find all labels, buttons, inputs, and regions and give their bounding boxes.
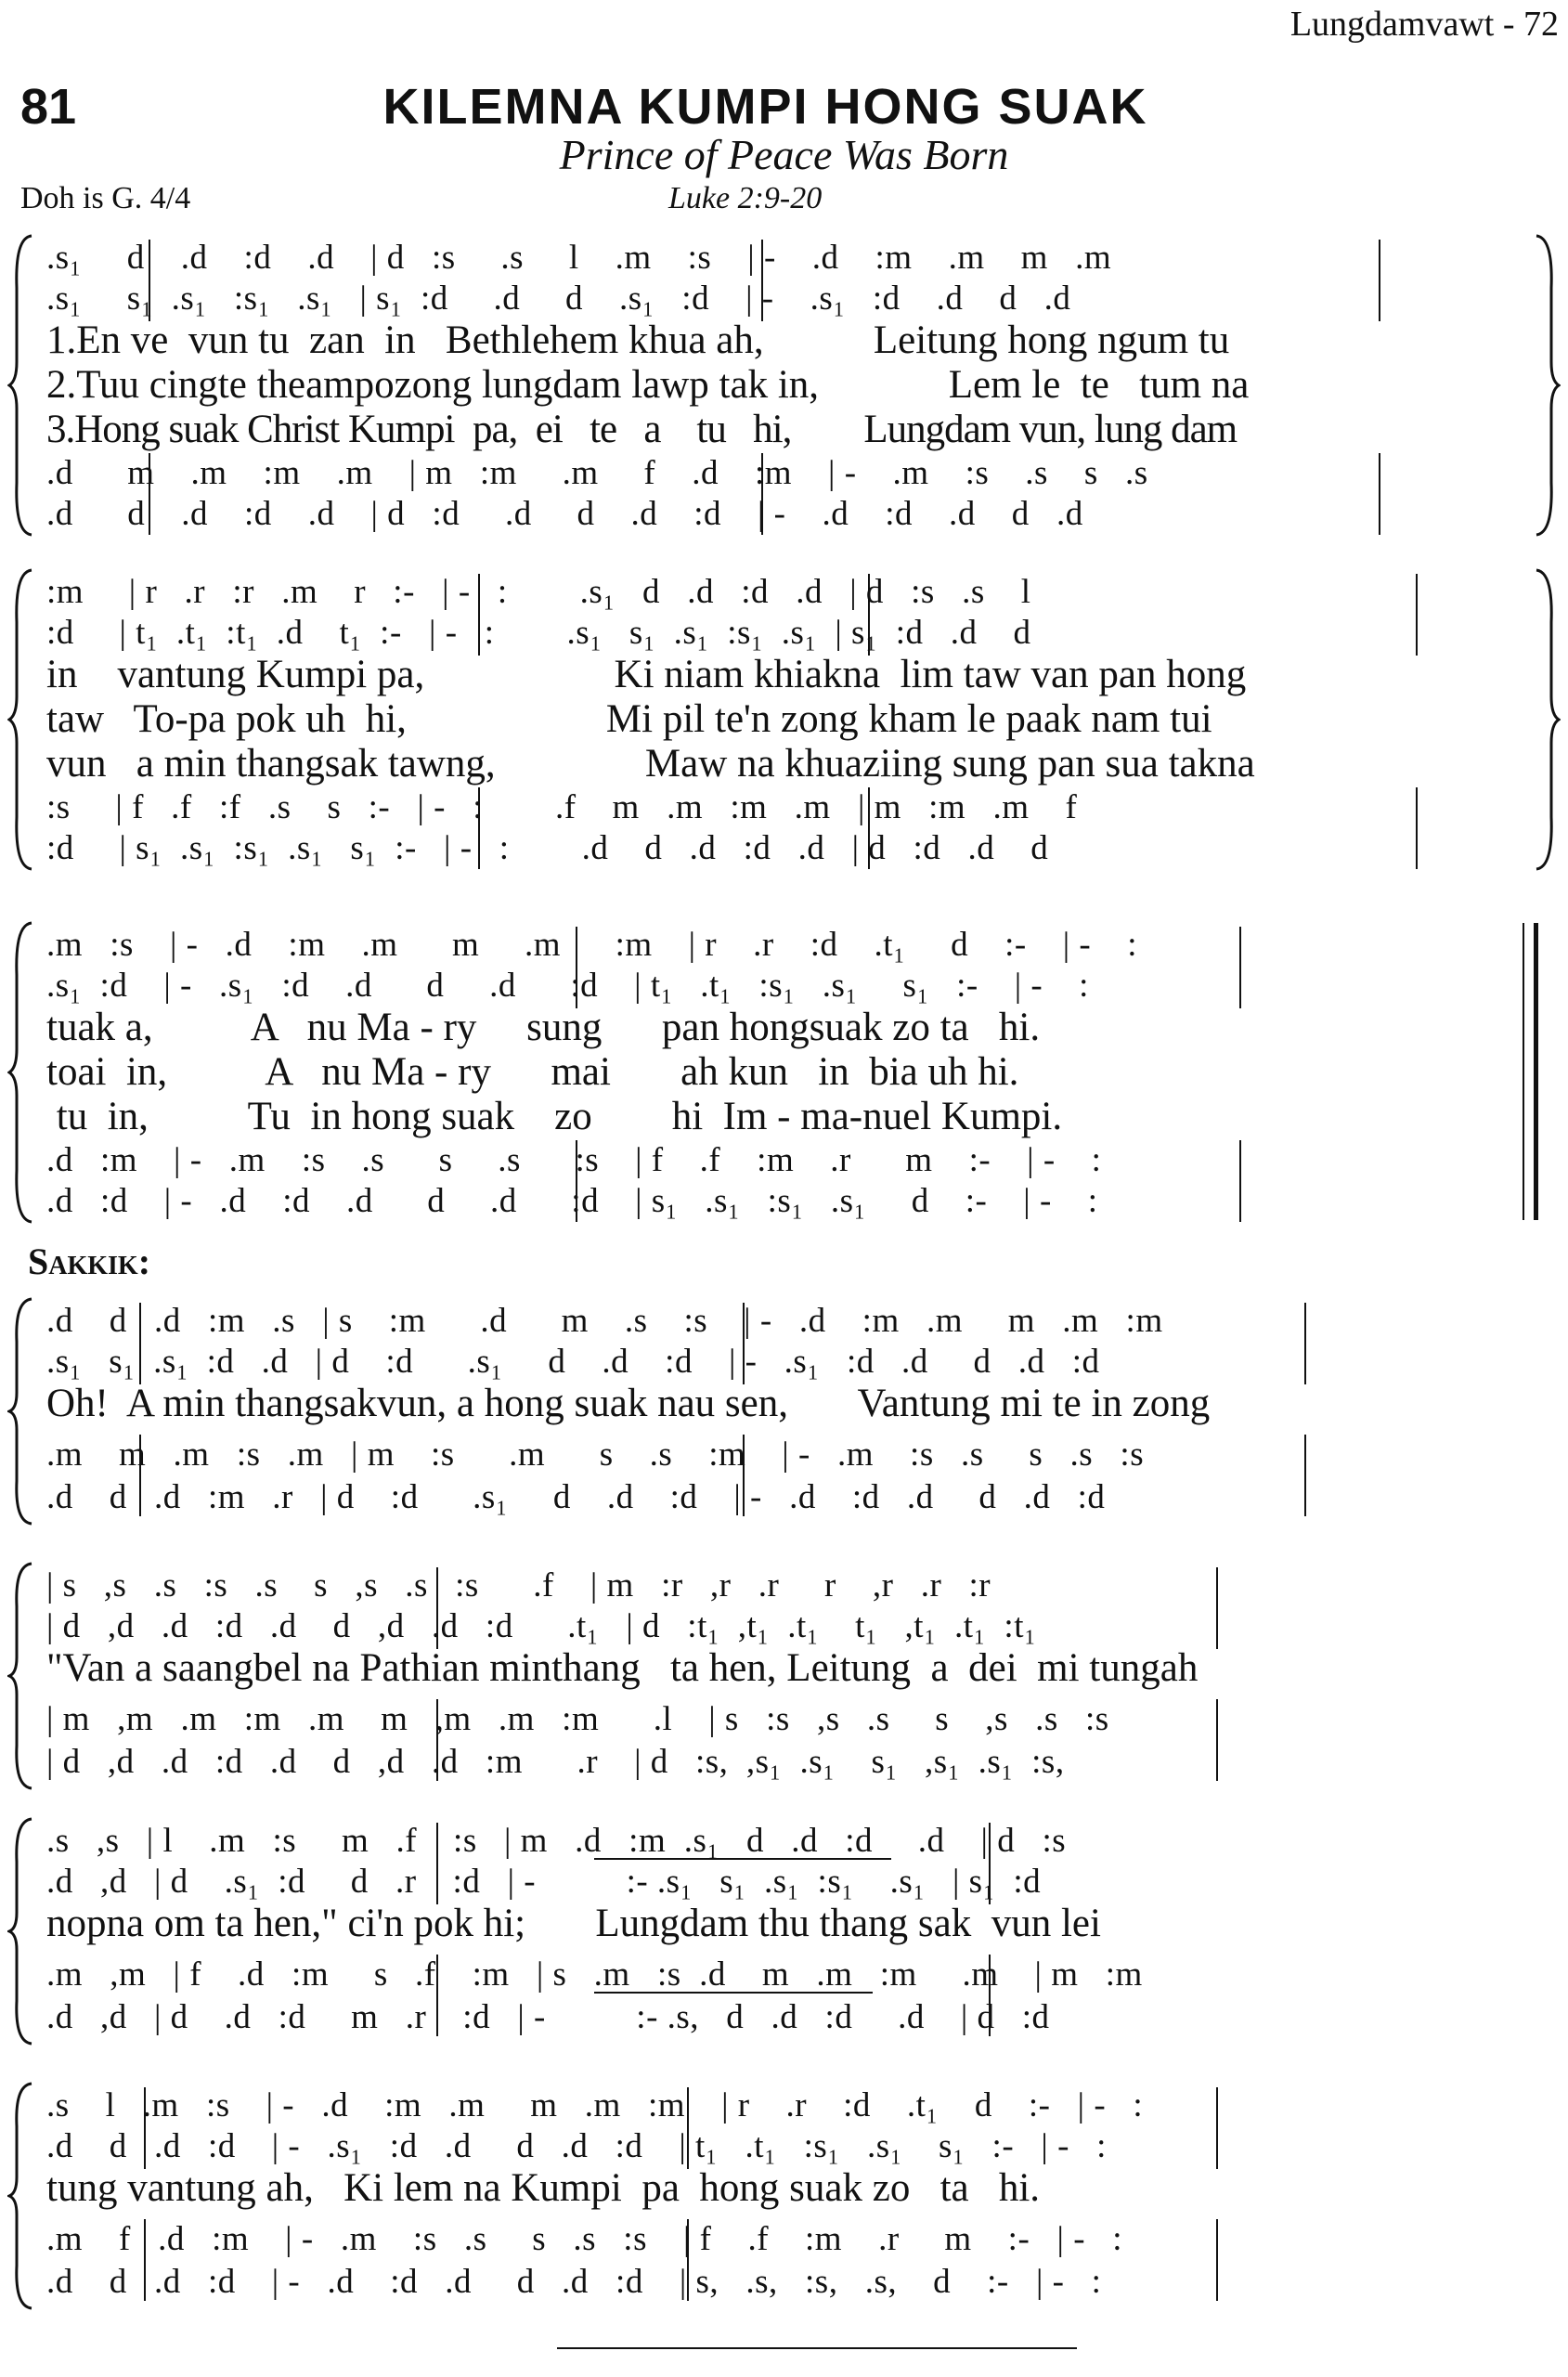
soprano-line: | s ,s .s :s .s s ,s .s :s .f | m :r ,r .r r ,r .r :r bbox=[46, 1566, 991, 1604]
hymn-title bbox=[0, 78, 1568, 136]
barline bbox=[436, 1823, 438, 1904]
verse-system-2 bbox=[0, 566, 1568, 873]
chorus-system-1 bbox=[0, 1295, 1568, 1527]
left-brace-icon bbox=[7, 2080, 35, 2312]
verse-3-lyric: vun a min thangsak tawng, Maw na khuaziing sung pan sua takna bbox=[46, 742, 1255, 786]
soprano-line: .s ,s | l .m :s m .f :s | m .d :m .s₁ d .d :d .d | d :s bbox=[46, 1822, 1067, 1860]
barline bbox=[687, 2219, 689, 2301]
barline bbox=[687, 2087, 689, 2169]
right-brace-icon bbox=[1533, 232, 1561, 539]
tenor-line: .m m .m :s .m | m :s .m s .s :m | - .m :s .s s .s :s bbox=[46, 1435, 1145, 1474]
bass-line: .d :d | - .d :d .d d .d :d | s₁ .s₁ :s₁ .s₁ d :- | - : bbox=[46, 1182, 1098, 1220]
barline bbox=[576, 927, 577, 1008]
barline bbox=[1304, 1303, 1306, 1384]
barline bbox=[576, 1140, 577, 1222]
chorus-system-4 bbox=[0, 2080, 1568, 2312]
barline bbox=[436, 1955, 438, 2036]
barline bbox=[989, 1955, 991, 2036]
barline bbox=[743, 1435, 745, 1516]
barline bbox=[1379, 453, 1380, 535]
chorus-system-3 bbox=[0, 1815, 1568, 2047]
verse-3-lyric: tu in, Tu in hong suak zo hi Im - ma-nuel Kumpi. bbox=[46, 1095, 1063, 1138]
barline bbox=[436, 1567, 438, 1649]
tenor-line: :s | f .f :f .s s :- | - : .f m .m :m .m | m :m .m f bbox=[46, 788, 1078, 826]
barline bbox=[478, 574, 480, 656]
key-signature: Doh is G. 4/4 bbox=[20, 181, 191, 215]
tenor-line: | m ,m .m :m .m m ,m .m :m .l | s :s ,s .s s ,s .s :s bbox=[46, 1700, 1109, 1738]
barline bbox=[1304, 1435, 1306, 1516]
chorus-lyric: tung vantung ah, Ki lem na Kumpi pa hong suak zo ta hi. bbox=[46, 2166, 1041, 2210]
tenor-line: .m f .d :m | - .m :s .s s .s :s | f .f :m .r m :- | - : bbox=[46, 2220, 1123, 2258]
tie-line bbox=[594, 1992, 873, 1994]
alto-line: .d d .d :d | - .s₁ :d .d d .d :d | t₁ .t₁ :s₁ .s₁ s₁ :- | - : bbox=[46, 2127, 1107, 2165]
bass-line: .d ,d | d .d :d m .r :d | - :- .s, d .d :d .d | d :d bbox=[46, 1998, 1050, 2036]
right-brace-icon bbox=[1533, 566, 1561, 873]
verse-2-lyric: taw To-pa pok uh hi, Mi pil te'n zong kham le paak nam tui bbox=[46, 697, 1212, 741]
chorus-lyric: "Van a saangbel na Pathian minthang ta hen, Leitung a dei mi tungah bbox=[46, 1646, 1199, 1690]
hymn-subtitle: Prince of Peace Was Born bbox=[559, 131, 1009, 178]
verse-2-lyric: toai in, A nu Ma - ry mai ah kun in bia uh hi. bbox=[46, 1050, 1019, 1094]
book-page-label: Lungdamvawt - 72 bbox=[1289, 5, 1559, 44]
verse-1-lyric: tuak a, A nu Ma - ry sung pan hongsuak zo ta hi. bbox=[46, 1006, 1041, 1049]
alto-line: .s₁ s₁ .s₁ :d .d | d :d .s₁ d .d :d | - .s₁ :d .d d .d :d bbox=[46, 1343, 1100, 1381]
barline bbox=[144, 2219, 146, 2301]
barline bbox=[868, 574, 870, 656]
left-brace-icon bbox=[7, 1295, 35, 1527]
barline bbox=[743, 1303, 745, 1384]
bass-line: | d ,d .d :d .d d ,d .d :m .r | d :s, ,s₁ .s₁ s₁ ,s₁ .s₁ :s, bbox=[46, 1743, 1065, 1781]
barline bbox=[1216, 2087, 1218, 2169]
final-barline bbox=[1523, 923, 1524, 1220]
left-brace-icon bbox=[7, 232, 35, 539]
soprano-line: .d d .d :m .s | s :m .d m .s :s | - .d :m .m m .m :m bbox=[46, 1302, 1163, 1340]
bass-line: .d d .d :m .r | d :d .s₁ d .d :d | - .d :d .d d .d :d bbox=[46, 1478, 1106, 1516]
page-divider bbox=[557, 2347, 1077, 2349]
tie-line bbox=[594, 1858, 891, 1860]
final-barline-thick bbox=[1534, 923, 1538, 1220]
alto-line: :d | t₁ .t₁ :t₁ .d t₁ :- | - : .s₁ s₁ .s₁ :s₁ .s₁ | s₁ :d .d d bbox=[46, 614, 1031, 652]
soprano-line: .m :s | - .d :m .m m .m :m | r .r :d .t₁ d :- | - : bbox=[46, 926, 1138, 964]
barline bbox=[761, 240, 763, 321]
barline bbox=[1416, 787, 1418, 869]
tenor-line: .d m .m :m .m | m :m .m f .d :m | - .m :s .s s .s bbox=[46, 454, 1148, 492]
barline bbox=[1216, 1699, 1218, 1781]
bass-line: .d d .d :d | - .d :d .d d .d :d | s, .s, :s, .s, d :- | - : bbox=[46, 2263, 1102, 2301]
bass-line: .d d .d :d .d | d :d .d d .d :d | - .d :d .d d .d bbox=[46, 495, 1083, 533]
soprano-line: .s l .m :s | - .d :m .m m .m :m | r .r :d .t₁ d :- | - : bbox=[46, 2086, 1144, 2124]
barline bbox=[1216, 1567, 1218, 1649]
verse-2-lyric: 2.Tuu cingte theampozong lungdam lawp tak in, Lem le te tum na bbox=[46, 363, 1250, 407]
barline bbox=[989, 1823, 991, 1904]
scripture-reference: Luke 2:9-20 bbox=[668, 181, 823, 215]
barline bbox=[1379, 240, 1380, 321]
alto-line: .d ,d | d .s₁ :d d .r :d | - :- .s₁ s₁ .s₁ :s₁ .s₁ | s₁ :d bbox=[46, 1863, 1042, 1901]
barline bbox=[1416, 574, 1418, 656]
hymn-number: 81 bbox=[20, 79, 77, 135]
chorus-lyric: Oh! A min thangsakvun, a hong suak nau sen, Vantung mi te in zong bbox=[46, 1382, 1211, 1425]
barline bbox=[761, 453, 763, 535]
verse-1-lyric: in vantung Kumpi pa, Ki niam khiakna lim taw van pan hong bbox=[46, 653, 1247, 696]
alto-line: | d ,d .d :d .d d ,d .d :d .t₁ | d :t₁ ,t₁ .t₁ t₁ ,t₁ .t₁ :t₁ bbox=[46, 1607, 1037, 1645]
barline bbox=[436, 1699, 438, 1781]
barline bbox=[1216, 2219, 1218, 2301]
soprano-line: .s₁ d .d :d .d | d :s .s l .m :s | - .d :m .m m .m bbox=[46, 239, 1112, 277]
barline bbox=[149, 453, 150, 535]
hymn-title-text: KILEMNA KUMPI HONG SUAK bbox=[382, 79, 1148, 135]
alto-line: .s₁ s₁ .s₁ :s₁ .s₁ | s₁ :d .d d .s₁ :d | - .s₁ :d .d d .d bbox=[46, 279, 1071, 318]
barline bbox=[478, 787, 480, 869]
tenor-line: .m ,m | f .d :m s .f :m | s .m :s .d m .m :m .m | m :m bbox=[46, 1955, 1143, 1994]
left-brace-icon bbox=[7, 1815, 35, 2047]
left-brace-icon bbox=[7, 1560, 35, 1792]
left-brace-icon bbox=[7, 566, 35, 873]
barline bbox=[139, 1303, 141, 1384]
tenor-line: .d :m | - .m :s .s s .s :s | f .f :m .r m :- | - : bbox=[46, 1141, 1102, 1179]
soprano-line: :m | r .r :r .m r :- | - : .s₁ d .d :d .d | d :s .s l bbox=[46, 573, 1031, 611]
chorus-system-2 bbox=[0, 1560, 1568, 1792]
barline bbox=[149, 240, 150, 321]
barline bbox=[868, 787, 870, 869]
left-brace-icon bbox=[7, 919, 35, 1226]
verse-system-3 bbox=[0, 919, 1568, 1226]
barline bbox=[139, 1435, 141, 1516]
alto-line: .s₁ :d | - .s₁ :d .d d .d :d | t₁ .t₁ :s₁ .s₁ s₁ :- | - : bbox=[46, 967, 1089, 1005]
verse-system-1 bbox=[0, 232, 1568, 539]
verse-3-lyric: 3.Hong suak Christ Kumpi pa, ei te a tu hi, Lungdam vun, lung dam bbox=[46, 408, 1238, 451]
barline bbox=[1239, 927, 1241, 1008]
chorus-label: Sakkik: bbox=[28, 1240, 151, 1282]
barline bbox=[144, 2087, 146, 2169]
barline bbox=[1239, 1140, 1241, 1222]
bass-line: :d | s₁ .s₁ :s₁ .s₁ s₁ :- | - : .d d .d :d .d | d :d .d d bbox=[46, 829, 1049, 867]
verse-1-lyric: 1.En ve vun tu zan in Bethlehem khua ah, Leitung hong ngum tu bbox=[46, 318, 1230, 362]
chorus-lyric: nopna om ta hen," ci'n pok hi; Lungdam thu thang sak vun lei bbox=[46, 1902, 1101, 1945]
